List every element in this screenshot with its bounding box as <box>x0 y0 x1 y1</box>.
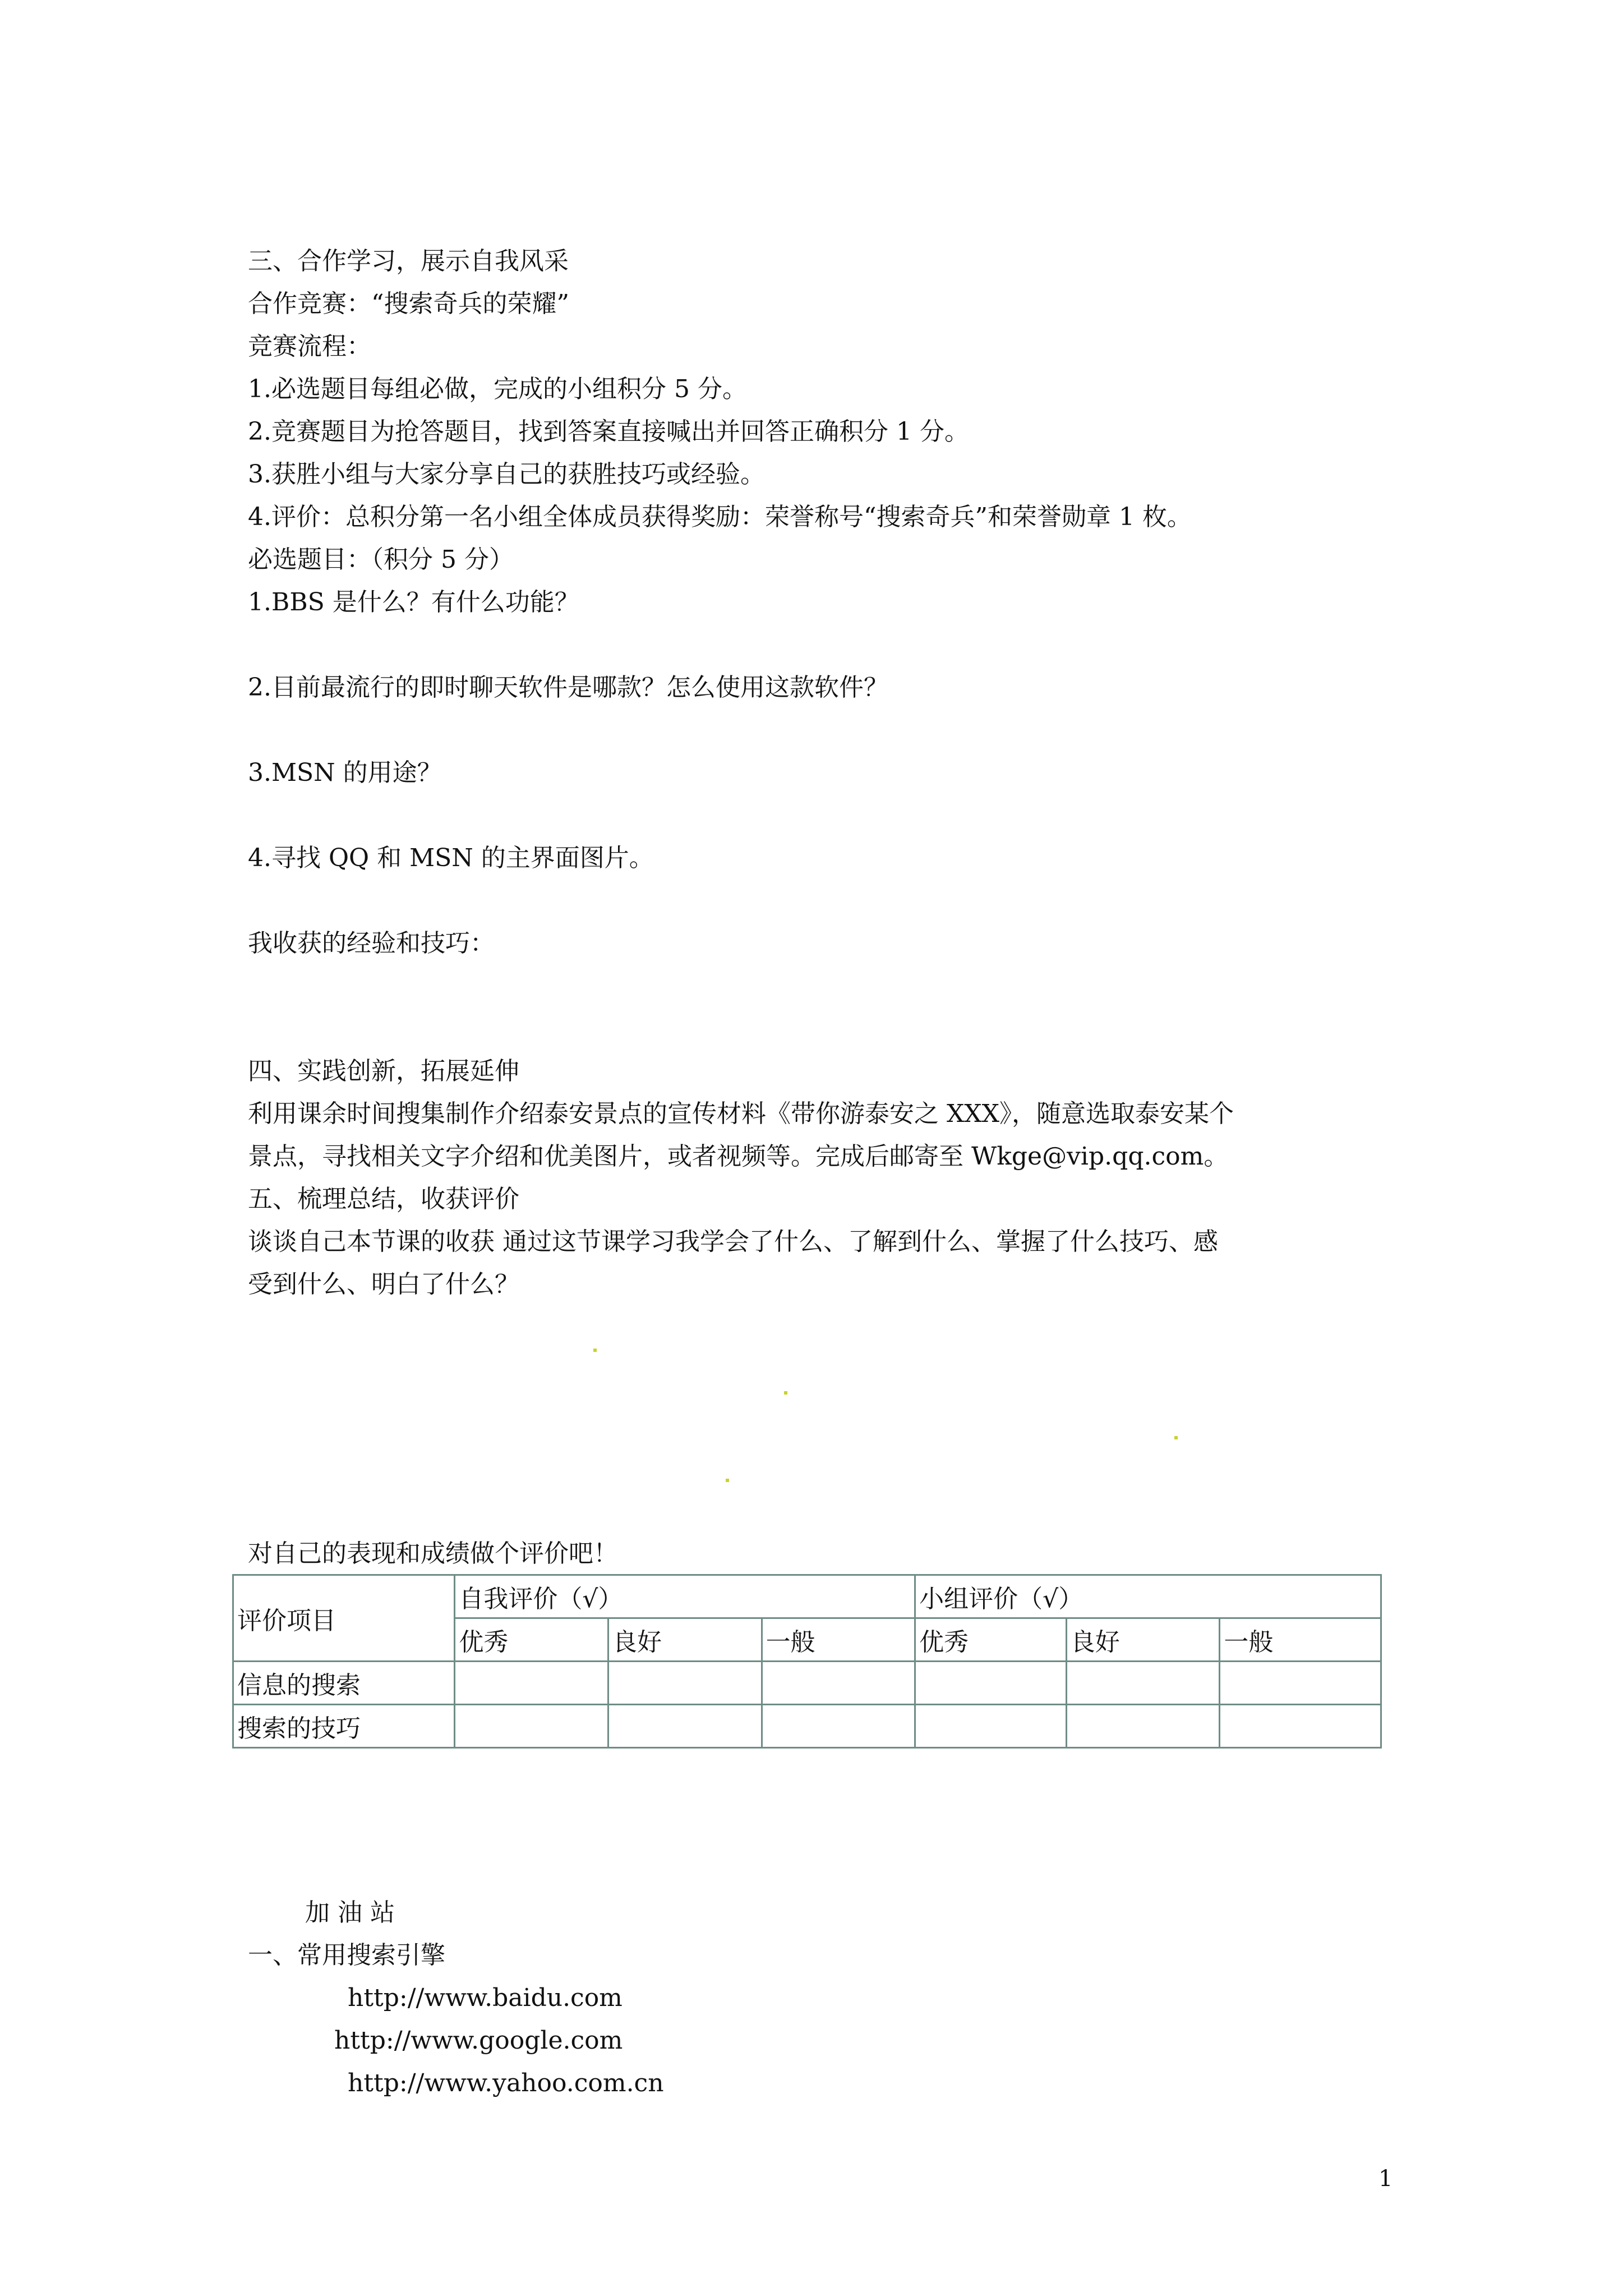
speck-mark <box>784 1391 787 1395</box>
speck-mark <box>1174 1436 1178 1439</box>
required-label: 必选题目：（积分 5 分） <box>248 545 514 574</box>
grade-header-cell: 良好 <box>1066 1618 1220 1662</box>
question-3: 3.MSN 的用途？ <box>248 758 442 787</box>
row-label-cell: 信息的搜索 <box>233 1662 455 1705</box>
section4-heading: 四、实践创新，拓展延伸 <box>248 1057 519 1085</box>
empty-cell[interactable] <box>1220 1705 1381 1748</box>
process-label: 竞赛流程： <box>248 332 371 361</box>
empty-cell[interactable] <box>915 1662 1067 1705</box>
table-row <box>233 1662 1381 1705</box>
gain-label: 我收获的经验和技巧： <box>248 929 495 958</box>
section5-heading: 五、梳理总结，收获评价 <box>248 1185 519 1213</box>
section4-text-line1: 利用课余时间搜集制作介绍泰安景点的宣传材料《带你游泰安之 XXX》，随意选取泰安某个 <box>248 1099 1234 1128</box>
section5-text-line2: 受到什么、明白了什么？ <box>248 1270 519 1299</box>
evaluation-table <box>232 1574 1382 1749</box>
search-engines-heading: 一、常用搜索引擎 <box>248 1941 445 1970</box>
empty-cell[interactable] <box>762 1662 915 1705</box>
empty-cell[interactable] <box>608 1705 762 1748</box>
empty-cell[interactable] <box>762 1705 915 1748</box>
link-baidu[interactable]: http://www.baidu.com <box>348 1984 623 2012</box>
grade-header-cell: 优秀 <box>915 1618 1067 1662</box>
group-eval-header: 小组评价（√） <box>915 1575 1381 1618</box>
competition-title: 合作竞赛：“搜索奇兵的荣耀” <box>248 289 569 318</box>
section5-text-line1: 谈谈自己本节课的收获 通过这节课学习我学会了什么、了解到什么、掌握了什么技巧、感 <box>248 1227 1218 1256</box>
empty-cell[interactable] <box>1066 1662 1220 1705</box>
rule-2: 2.竞赛题目为抢答题目，找到答案直接喊出并回答正确积分 1 分。 <box>248 417 969 446</box>
grade-header-cell: 优秀 <box>455 1618 608 1662</box>
jiayouzhan-title: 加 油 站 <box>305 1898 395 1927</box>
self-eval-header: 自我评价（√） <box>455 1575 915 1618</box>
row-label-cell: 搜索的技巧 <box>233 1705 455 1748</box>
empty-cell[interactable] <box>455 1662 608 1705</box>
rule-1: 1.必选题目每组必做，完成的小组积分 5 分。 <box>248 375 747 403</box>
section4-text-line2: 景点，寻找相关文字介绍和优美图片，或者视频等。完成后邮寄至 Wkge@vip.qq.com。 <box>248 1142 1229 1171</box>
grade-header-cell: 良好 <box>608 1618 762 1662</box>
rule-3: 3.获胜小组与大家分享自己的获胜技巧或经验。 <box>248 460 765 489</box>
empty-cell[interactable] <box>455 1705 608 1748</box>
page-number: 1 <box>1378 2166 1393 2192</box>
empty-cell[interactable] <box>1220 1662 1381 1705</box>
speck-mark <box>726 1479 729 1482</box>
empty-cell[interactable] <box>1066 1705 1220 1748</box>
table-row <box>233 1705 1381 1748</box>
grade-header-cell: 一般 <box>762 1618 915 1662</box>
section3-heading: 三、合作学习，展示自我风采 <box>248 247 569 275</box>
grade-header-cell: 一般 <box>1220 1618 1381 1662</box>
speck-mark <box>593 1349 597 1352</box>
link-yahoo[interactable]: http://www.yahoo.com.cn <box>348 2069 664 2097</box>
empty-cell[interactable] <box>915 1705 1067 1748</box>
empty-cell[interactable] <box>608 1662 762 1705</box>
rule-4: 4.评价：总积分第一名小组全体成员获得奖励：荣誉称号“搜索奇兵”和荣誉勋章 1 枚。 <box>248 503 1192 531</box>
table-row <box>233 1575 1381 1618</box>
link-google[interactable]: http://www.google.com <box>334 2026 623 2055</box>
item-header-cell: 评价项目 <box>233 1575 455 1662</box>
question-4: 4.寻找 QQ 和 MSN 的主界面图片。 <box>248 844 654 872</box>
evaluation-intro: 对自己的表现和成绩做个评价吧！ <box>248 1539 618 1568</box>
question-2: 2.目前最流行的即时聊天软件是哪款？怎么使用这款软件？ <box>248 673 888 702</box>
question-1: 1.BBS 是什么？有什么功能？ <box>248 588 579 616</box>
